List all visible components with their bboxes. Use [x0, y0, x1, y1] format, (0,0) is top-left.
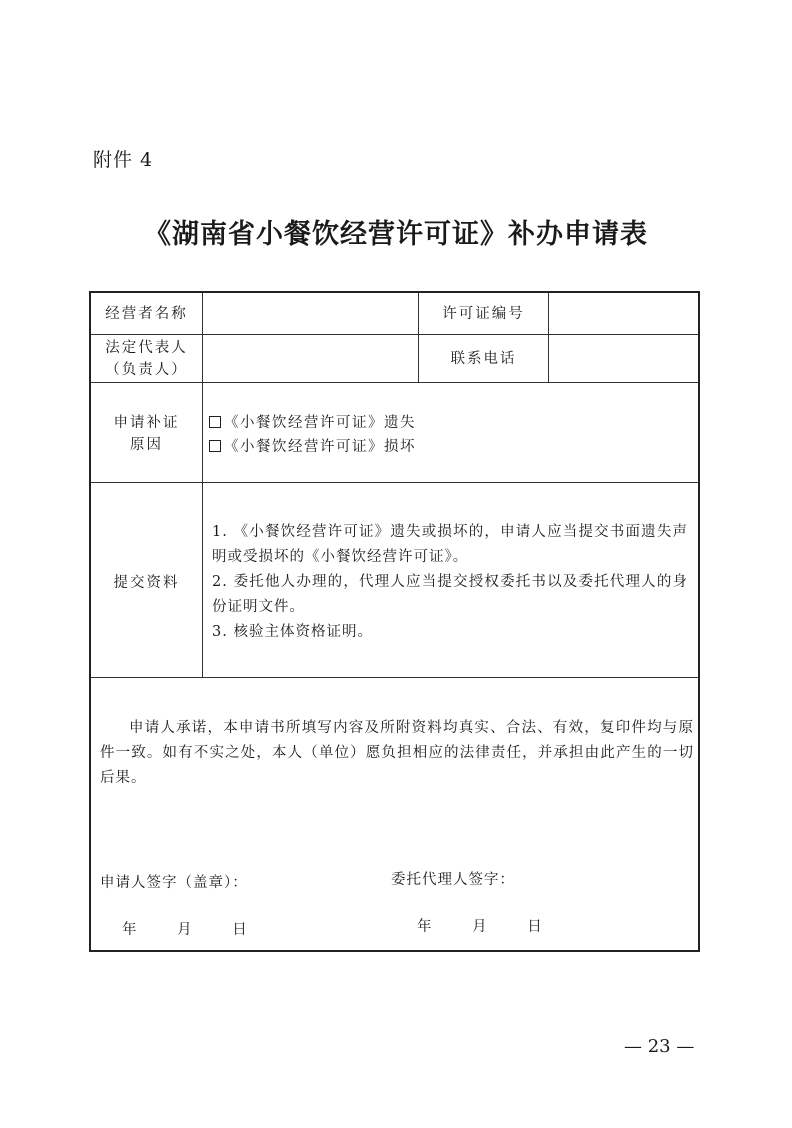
legal-rep-label-line1: 法定代表人	[105, 340, 188, 356]
reason-label-line2: 原因	[130, 437, 163, 453]
attachment-label: 附件 4	[93, 149, 154, 171]
page-title: 《湖南省小餐饮经营许可证》补办申请表	[144, 219, 648, 250]
materials-item: 1. 《小餐饮经营许可证》遗失或损坏的，申请人应当提交书面遗失声明或受损坏的《小餐饮经营许可证》。	[212, 524, 688, 565]
agent-date: 年 月 日	[417, 919, 560, 935]
legal-rep-label-line2: （负责人）	[105, 362, 188, 378]
application-form	[89, 291, 700, 952]
agent-signature-label: 委托代理人签字：	[391, 872, 515, 888]
materials-list	[212, 520, 688, 645]
form-row-divider	[91, 382, 698, 383]
operator-name-label: 经营者名称	[105, 306, 188, 322]
applicant-signature-label: 申请人签字（盖章）：	[100, 875, 248, 891]
license-number-field[interactable]	[549, 293, 698, 334]
reason-label-line1: 申请补证	[113, 415, 180, 431]
operator-name-field[interactable]	[203, 293, 418, 334]
reason-option-damaged[interactable]	[209, 435, 416, 459]
reason-option-label: 《小餐饮经营许可证》损坏	[224, 439, 416, 455]
phone-label: 联系电话	[450, 351, 517, 367]
legal-rep-label	[91, 337, 202, 381]
checkbox[interactable]	[209, 416, 221, 428]
page-number: — 23 —	[624, 1036, 695, 1057]
phone-field[interactable]	[549, 335, 698, 382]
reason-option-label: 《小餐饮经营许可证》遗失	[224, 415, 416, 431]
form-row-divider	[91, 482, 698, 483]
legal-rep-field[interactable]	[203, 335, 418, 382]
materials-item: 2. 委托他人办理的，代理人应当提交授权委托书以及委托代理人的身份证明文件。	[212, 574, 688, 615]
materials-item: 3. 核验主体资格证明。	[212, 624, 373, 640]
reason-option-lost[interactable]	[209, 411, 416, 435]
reason-label	[91, 412, 202, 456]
materials-label: 提交资料	[113, 575, 180, 591]
applicant-date: 年 月 日	[122, 922, 265, 938]
checkbox[interactable]	[209, 440, 221, 452]
form-row-divider	[91, 677, 698, 678]
applicant-promise: 申请人承诺，本申请书所填写内容及所附资料均真实、合法、有效，复印件均与原件一致。如有不实之处，本人（单位）愿负担相应的法律责任，并承担由此产生的一切后果。	[100, 720, 694, 786]
license-number-label: 许可证编号	[442, 306, 525, 322]
